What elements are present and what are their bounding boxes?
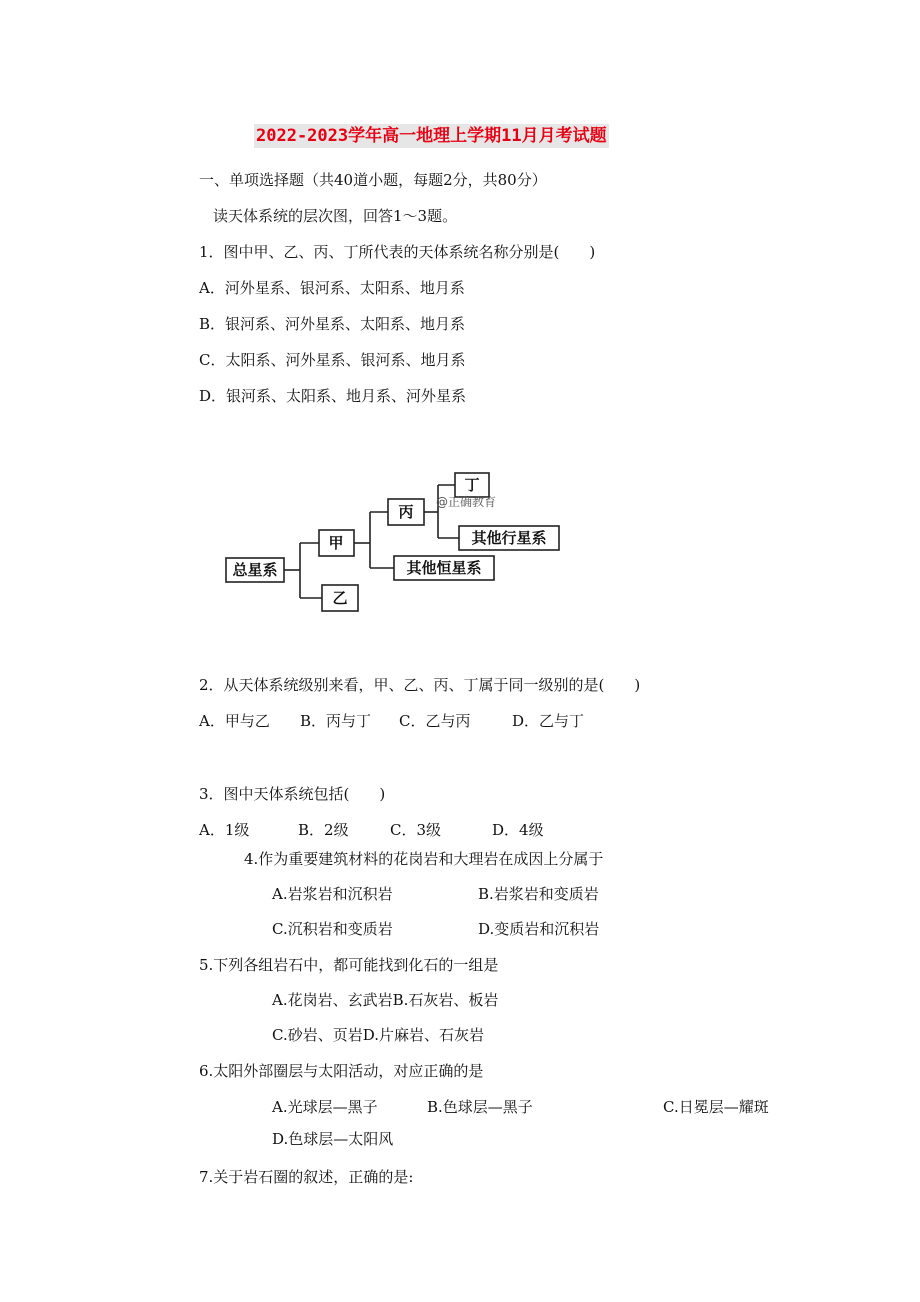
section-heading: 一、单项选择题（共40道小题，每题2分，共80分） <box>199 171 547 189</box>
question-4-stem: 4.作为重要建筑材料的花岗岩和大理岩在成因上分属于 <box>244 850 604 868</box>
celestial-system-diagram <box>218 466 568 616</box>
q4-option-d: D.变质岩和沉积岩 <box>478 920 600 938</box>
question-3-stem: 3．图中天体系统包括( ) <box>199 785 386 803</box>
question-6-stem: 6.太阳外部圈层与太阳活动，对应正确的是 <box>199 1062 484 1080</box>
q2-option-d: D．乙与丁 <box>512 712 585 730</box>
watermark: @正确教育 <box>436 495 497 509</box>
q1-option-b: B．银河系、河外星系、太阳系、地月系 <box>199 315 466 333</box>
q1-option-c: C．太阳系、河外星系、银河系、地月系 <box>199 351 466 369</box>
q1-option-a: A．河外星系、银河系、太阳系、地月系 <box>199 279 465 297</box>
q5-option-ab: A.花岗岩、玄武岩B.石灰岩、板岩 <box>272 991 499 1009</box>
label-bing: 丙 <box>398 503 414 521</box>
question-5-stem: 5.下列各组岩石中，都可能找到化石的一组是 <box>199 956 499 974</box>
q6-option-b: B.色球层—黑子 <box>427 1098 533 1116</box>
label-other-planets: 其他行星系 <box>471 529 547 547</box>
question-7-stem: 7.关于岩石圈的叙述，正确的是: <box>199 1168 414 1186</box>
q4-option-a: A.岩浆岩和沉积岩 <box>272 885 393 903</box>
label-yi: 乙 <box>332 589 348 607</box>
label-ding: 丁 <box>464 476 480 494</box>
label-root: 总星系 <box>232 561 278 579</box>
intro-text: 读天体系统的层次图，回答1～3题。 <box>213 207 458 225</box>
q2-option-b: B．丙与丁 <box>300 712 372 730</box>
question-1-stem: 1．图中甲、乙、丙、丁所代表的天体系统名称分别是( ) <box>199 243 596 261</box>
q3-option-d: D．4级 <box>492 821 544 839</box>
q3-option-a: A．1级 <box>199 821 250 839</box>
question-2-stem: 2．从天体系统级别来看，甲、乙、丙、丁属于同一级别的是( ) <box>199 676 641 694</box>
label-other-stars: 其他恒星系 <box>406 559 482 577</box>
q3-option-b: B．2级 <box>298 821 349 839</box>
q5-option-cd: C.砂岩、页岩D.片麻岩、石灰岩 <box>272 1026 484 1044</box>
q2-option-a: A．甲与乙 <box>199 712 270 730</box>
q6-option-c: C.日冕层—耀斑 <box>663 1098 769 1116</box>
q6-option-a: A.光球层—黑子 <box>272 1098 378 1116</box>
q1-option-d: D．银河系、太阳系、地月系、河外星系 <box>199 387 467 405</box>
q4-option-c: C.沉积岩和变质岩 <box>272 920 393 938</box>
label-jia: 甲 <box>328 534 344 552</box>
q2-option-c: C．乙与丙 <box>399 712 471 730</box>
q3-option-c: C．3级 <box>390 821 442 839</box>
q4-option-b: B.岩浆岩和变质岩 <box>478 885 599 903</box>
q6-option-d: D.色球层—太阳风 <box>272 1130 394 1148</box>
page-title: 2022-2023学年高一地理上学期11月月考试题 <box>256 126 607 146</box>
